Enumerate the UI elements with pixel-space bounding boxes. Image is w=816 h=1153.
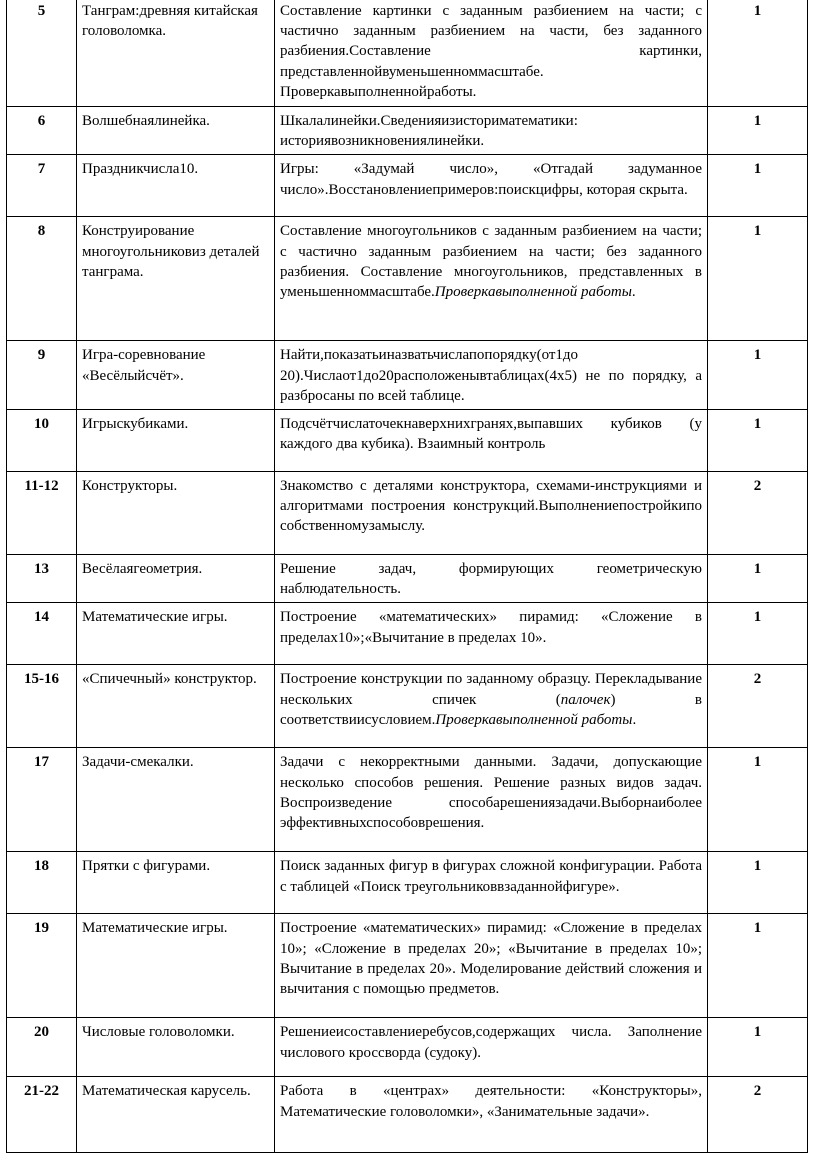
lesson-description: Решениеисоставлениеребусов,содержащих числа. Заполнение числового кроссворда (судоку). [275, 1018, 708, 1077]
lesson-number: 17 [7, 748, 77, 852]
lesson-topic: Танграм:древняя китайская головоломка. [77, 0, 275, 107]
lesson-topic: Праздникчисла10. [77, 155, 275, 217]
lesson-hours: 1 [708, 341, 808, 410]
lesson-number: 18 [7, 852, 77, 914]
description-tail: . [631, 284, 636, 301]
table-row [7, 1077, 808, 1153]
lesson-number: 20 [7, 1018, 77, 1077]
lesson-topic: Математические игры. [77, 914, 275, 1018]
lesson-hours: 1 [708, 555, 808, 603]
lesson-description: Поиск заданных фигур в фигурах сложной конфигурации. Работа с таблицей «Поиск треугольниковвзаданнойфигуре». [275, 852, 708, 914]
description-text: Составление многоугольников с заданным разбиением на части; с частично заданным разбиением на части; без заданного разбиения. Составление многоугольников, представленных в уменьшенноммасштабе. [280, 223, 702, 301]
lesson-hours: 2 [708, 1077, 808, 1153]
lesson-description: Составление картинки с заданным разбиением на части; с частично заданным разбиением на части, без заданного разбиения.Составление картинки, представленнойвуменьшенноммасштабе. Проверкавыполненнойработы. [275, 0, 708, 107]
lesson-topic: Игра-соревнование «Весёлыйсчёт». [77, 341, 275, 410]
table-row [7, 555, 808, 603]
table-row [7, 852, 808, 914]
lesson-number: 21-22 [7, 1077, 77, 1153]
lesson-hours: 2 [708, 665, 808, 748]
lesson-description: Шкалалинейки.Сведенияизисториматематики: историявозникновениялинейки. [275, 107, 708, 155]
lesson-hours: 1 [708, 155, 808, 217]
lesson-description: Построение «математических» пирамид: «Сложение в пределах 10»; «Сложение в пределах 20»; «Вычитание в пределах 10»; Вычитание в пределах 20». Моделирование действий сложения и вычитания с помощью предметов. [275, 914, 708, 1018]
lesson-number: 19 [7, 914, 77, 1018]
lesson-hours: 1 [708, 603, 808, 665]
lesson-hours: 1 [708, 410, 808, 472]
lesson-topic: Конструирование многоугольниковиз деталей танграма. [77, 217, 275, 341]
lesson-topic: Волшебнаялинейка. [77, 107, 275, 155]
lesson-number: 10 [7, 410, 77, 472]
table-row [7, 0, 808, 107]
lesson-hours: 2 [708, 472, 808, 555]
table-row [7, 155, 808, 217]
lesson-description: Знакомство с деталями конструктора, схемами-инструкциями и алгоритмами построения конструкций.Выполнениепостройкипо собственномузамыслу. [275, 472, 708, 555]
lesson-description: Решение задач, формирующих геометрическую наблюдательность. [275, 555, 708, 603]
lesson-description: Найти,показатьиназватьчислапопорядку(от1до 20).Числаот1до20расположенывтаблицах(4х5) не по порядку, а разбросаны по всей таблице. [275, 341, 708, 410]
lesson-description: Построение «математических» пирамид: «Сложение в пределах10»;«Вычитание в пределах 10». [275, 603, 708, 665]
lesson-topic: Прятки с фигурами. [77, 852, 275, 914]
lesson-number: 15-16 [7, 665, 77, 748]
lesson-number: 11-12 [7, 472, 77, 555]
lesson-number: 9 [7, 341, 77, 410]
lesson-hours: 1 [708, 748, 808, 852]
lesson-hours: 1 [708, 0, 808, 107]
lesson-hours: 1 [708, 107, 808, 155]
lesson-topic: Математическая карусель. [77, 1077, 275, 1153]
table-row [7, 748, 808, 852]
table-row [7, 107, 808, 155]
table-row [7, 341, 808, 410]
lesson-hours: 1 [708, 217, 808, 341]
table-row [7, 603, 808, 665]
description-italic: Проверкавыполненной работы [434, 284, 632, 301]
lesson-description: Подсчётчислаточекнаверхнихгранях,выпавших кубиков (у каждого два кубика). Взаимный контроль [275, 410, 708, 472]
description-text: Построение конструкции по заданному образцу. Перекладывание нескольких спичек ( [280, 671, 702, 708]
table-row [7, 665, 808, 748]
lesson-description: Игры: «Задумай число», «Отгадай задуманное число».Восстановлениепримеров:поискцифры, которая скрыта. [275, 155, 708, 217]
description-italic-2: Проверкавыполненной работы [435, 711, 633, 728]
lesson-topic: Математические игры. [77, 603, 275, 665]
table-row [7, 914, 808, 1018]
lesson-number: 13 [7, 555, 77, 603]
description-italic: палочек [560, 691, 611, 708]
table-row [7, 217, 808, 341]
lesson-number: 14 [7, 603, 77, 665]
lesson-description [275, 665, 708, 748]
lesson-description: Работа в «центрах» деятельности: «Конструкторы», Математические головоломки», «Занимательные задачи». [275, 1077, 708, 1153]
lesson-number: 7 [7, 155, 77, 217]
lesson-topic: Числовые головоломки. [77, 1018, 275, 1077]
lesson-topic: Задачи-смекалки. [77, 748, 275, 852]
lesson-description [275, 217, 708, 341]
lesson-number: 5 [7, 0, 77, 107]
lesson-plan-table [6, 0, 808, 1153]
lesson-topic: Весёлаягеометрия. [77, 555, 275, 603]
lesson-hours: 1 [708, 914, 808, 1018]
description-tail-2: . [632, 711, 637, 728]
lesson-hours: 1 [708, 852, 808, 914]
lesson-number: 8 [7, 217, 77, 341]
lesson-topic: Игрыскубиками. [77, 410, 275, 472]
table-row [7, 472, 808, 555]
lesson-hours: 1 [708, 1018, 808, 1077]
lesson-topic: Конструкторы. [77, 472, 275, 555]
table-row [7, 1018, 808, 1077]
description-tail: ) в соответствиисусловием. [280, 691, 702, 728]
lesson-topic: «Спичечный» конструктор. [77, 665, 275, 748]
lesson-number: 6 [7, 107, 77, 155]
lesson-description: Задачи с некорректными данными. Задачи, допускающие несколько способов решения. Решение разных видов задач. Воспроизведение способарешениязадачи.Выборнаиболее эффективныхспособоврешения. [275, 748, 708, 852]
table-row [7, 410, 808, 472]
